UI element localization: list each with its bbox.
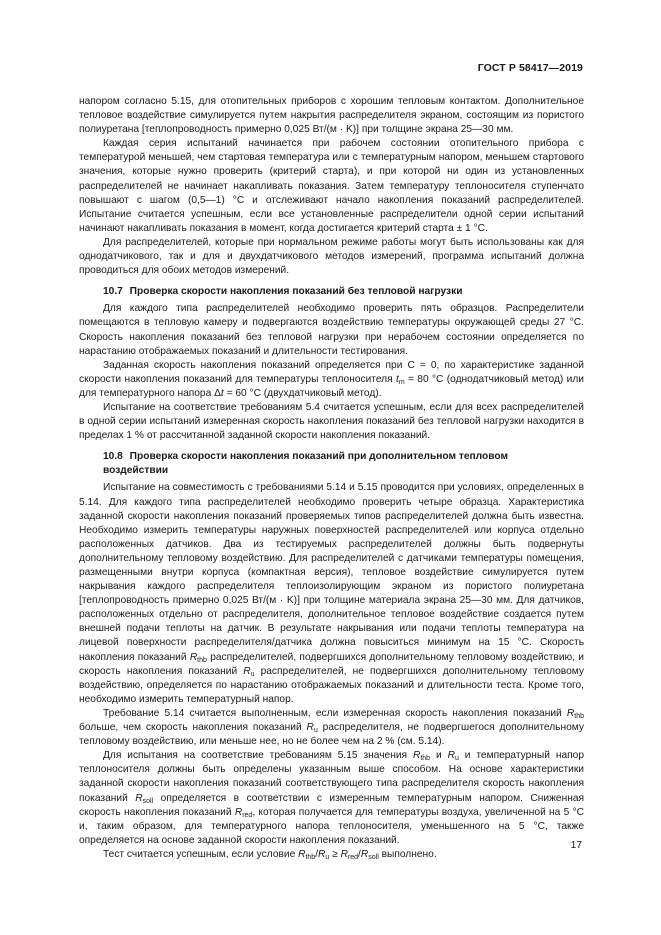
paragraph-10-8-requirement-515: Для испытания на соответствие требованиям 5.15 значения $R_{thb}$ и $R_u$ и температурный напор теплоносителя должны быть определены указанным выше способом. На основе характеристики заданной скорости накопления показаний соответствующего типа распределителя скорость накопления показаний $R_{soll}$ определяется в соответствии с измеренным температурным напором. Сниженная скорость накопления показаний $R_{red}$, которая получается для температуры воздуха, увеличенной на 5 °С и, таким образом, для температурного напора теплоносителя, уменьшенного на 5 °С, также определяется на основе заданной скорости накопления показаний.: [79, 750, 585, 846]
paragraph-10-7-success: Испытание на соответствие требованиям 5.4 считается успешным, если для всех распределителей в одной серии испытаний измеренная скорость накопления показаний без тепловой нагрузки находится в пределах 1 % от рассчитанной заданной скорости накопления показаний.: [79, 401, 584, 442]
section-heading-10-8: [79, 450, 584, 478]
paragraph-methods: Для распределителей, которые при нормальном режиме работы могут быть использованы как для однодатчикового, так и для и двухдатчикового методов измерений, программа испытаний должна проводиться для обоих методов измерений.: [79, 236, 584, 277]
paragraph-10-7-target-rate: Заданная скорость накопления показаний определяется при C = 0, по характеристике заданной скорости накопления показаний для температуры теплоносителя $t_m = 80$ °С (однодатчиковый метод) или для температурного напора Δt = 60 °С (двухдатчиковый метод).: [79, 359, 584, 399]
paragraph-10-8-test-condition: Тест считается успешным, если условие $R_{thb}/R_u \ge R_{red}/R_{soll}$ выполнено.: [103, 848, 437, 861]
paragraph-test-series: Каждая серия испытаний начинается при рабочем состоянии отопительного прибора с температурой меньшей, чем стартовая температура или с температурным напором, меньшем стартового значения, которые нужно проверить (критерий старта), и при которой ни один из установленных распределителей не начинает накапливать показания. Затем температуру теплоносителя ступенчато повышают с шагом (0,5—1) °С и отслеживают начало накопления показаний распределителей. Испытание считается успешным, если все установленные распределители одной серии испытаний начинают накапливать показания в момент, когда достигается критерий старта ± 1 °С.: [79, 138, 584, 234]
paragraph-10-7-samples: Для каждого типа распределителей необходимо проверить пять образцов. Распределители помещаются в тепловую камеру и подвергаются воздействию температуры окружающей среды 27 °С. Скорость накопления показаний без тепловой нагрузки при нерабочем состоянии определяется по нарастанию отображаемых показаний и длительности тестирования.: [79, 303, 584, 357]
section-title-line1: Проверка скорости накопления показаний при дополнительном тепловом: [129, 451, 508, 463]
section-number: 10.7: [103, 286, 123, 298]
paragraph-continuation: напором согласно 5.15, для отопительных приборов с хорошим тепловым контактом. Дополнительное тепловое воздействие симулируется путем накрытия распределителя экраном, состоящим из пористого полиуретана [теплопроводность примерно 0,025 Вт/(м · K)] при толщине экрана 25—30 мм.: [79, 96, 584, 136]
document-id: ГОСТ Р 58417—2019: [477, 62, 583, 74]
paragraph-10-8-requirement-514: Требование 5.14 считается выполненным, если измеренная скорость накопления показаний $R_{thb}$ больше, чем скорость накопления показаний $R_u$ распределителя, не подвергшегося дополнительному тепловому воздействию, или меньше нее, но не более чем на 2 % (см. 5.14).: [79, 707, 584, 748]
page-content: [79, 95, 584, 862]
section-title: Проверка скорости накопления показаний без тепловой нагрузки: [129, 286, 463, 298]
section-title-line2: воздействии: [103, 465, 169, 477]
page-number: 17: [570, 840, 582, 851]
document-header: [478, 62, 583, 74]
section-number: 10.8: [103, 451, 123, 463]
section-heading-10-7: [79, 285, 584, 299]
paragraph-10-8-conditions: Испытание на совместимость с требованиями 5.14 и 5.15 проводится при условиях, определенных в 5.14. Для каждого типа распределителей необходимо проверить четыре образца. Характеристика заданной скорости накопления показаний проверяемых типов распределителей должна быть известна. Необходимо измерить температуры наружных поверхностей распределителей или корпуса отдельно расположенных датчиков. Два из тестируемых распределителей должны быть подвернуты дополнительному тепловому воздействию. Для распределителей с датчиками температуры помещения, размещенными внутри корпуса (компактная версия), тепловое воздействие симулируется путем накрывания каждого распределителя теплоизолирующим экраном из пористого полиуретана [теплопроводность примерно 0,025 Вт/(м · K)] при толщине материала экрана 25—30 мм. Для датчиков, расположенных отдельно от распределителя, дополнительное тепловое воздействие создается путем внешней подачи теплоты на датчик. В результате накрывания или подачи теплоты температура на лицевой поверхности распределителя/датчика должна повыситься минимум на 15 °С. Скорость накопления показаний $R_{thb}$ распределителей, подвергшихся дополнительному тепловому воздействию, и скорость накопления показаний $R_u$ распределителей, не подвергшихся дополнительному тепловому воздействию, определяется по нарастанию отображаемых показаний и длительности теста. Кроме того, необходимо измерить температурный напор.: [79, 482, 584, 705]
